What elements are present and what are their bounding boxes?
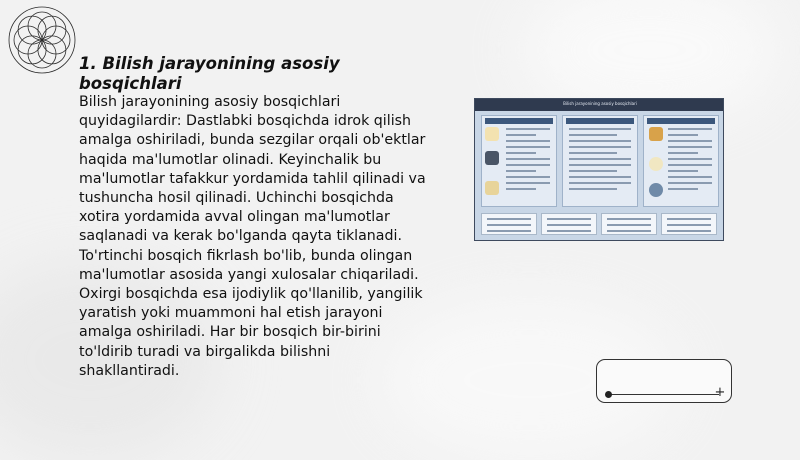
infographic-note <box>661 213 717 235</box>
slide-body-text: Bilish jarayonining asosiy bosqichlari quyidagilardir: Dastlabki bosqichda idrok qilish amalga oshiriladi, bunda sezgilar orqali ob'ektlar haqida ma'lumotlar olinadi. Keyinchalik bu ma'lumotlar tafakkur yordamida tahlil qilinadi va tushuncha hosil qilinadi. Uchinchi bosqichda xotira yordamida avval olingan ma'lumotlar saqlanadi va kerak bo'lganda qayta tiklanadi. To'rtinchi bosqich fikrlash bo'lib, bunda olingan ma'lumotlar asosida yangi xulosalar chiqariladi. Oxirgi bosqichda esa ijodiylik qo'llanilib, yangilik yaratish yoki muammoni hal etish jarayoni amalga oshiriladi. Har bir bosqich bir-birini to'ldirib turadi va birgalikda bilishni shakllantiradi. <box>79 94 426 379</box>
infographic-caption: Bilish jarayonining asosiy bosqichlari <box>563 101 637 106</box>
brain-icon <box>649 127 663 141</box>
infographic-column <box>562 115 638 207</box>
infographic-note <box>601 213 657 235</box>
plus-icon[interactable]: + <box>714 385 726 400</box>
scale-icon <box>485 151 499 165</box>
globe-icon <box>649 183 663 197</box>
circular-pattern-logo <box>6 4 78 76</box>
timeline-widget[interactable] <box>596 359 732 403</box>
slide-title: 1. Bilish jarayonining asosiy bosqichlari <box>79 54 340 93</box>
infographic-note <box>481 213 537 235</box>
infographic-image <box>474 98 724 241</box>
infographic-note <box>541 213 597 235</box>
timeline-start-handle[interactable] <box>605 391 612 398</box>
document-icon <box>485 181 499 195</box>
book-icon <box>485 127 499 141</box>
timeline-track[interactable] <box>609 394 719 395</box>
lightbulb-icon <box>649 157 663 171</box>
